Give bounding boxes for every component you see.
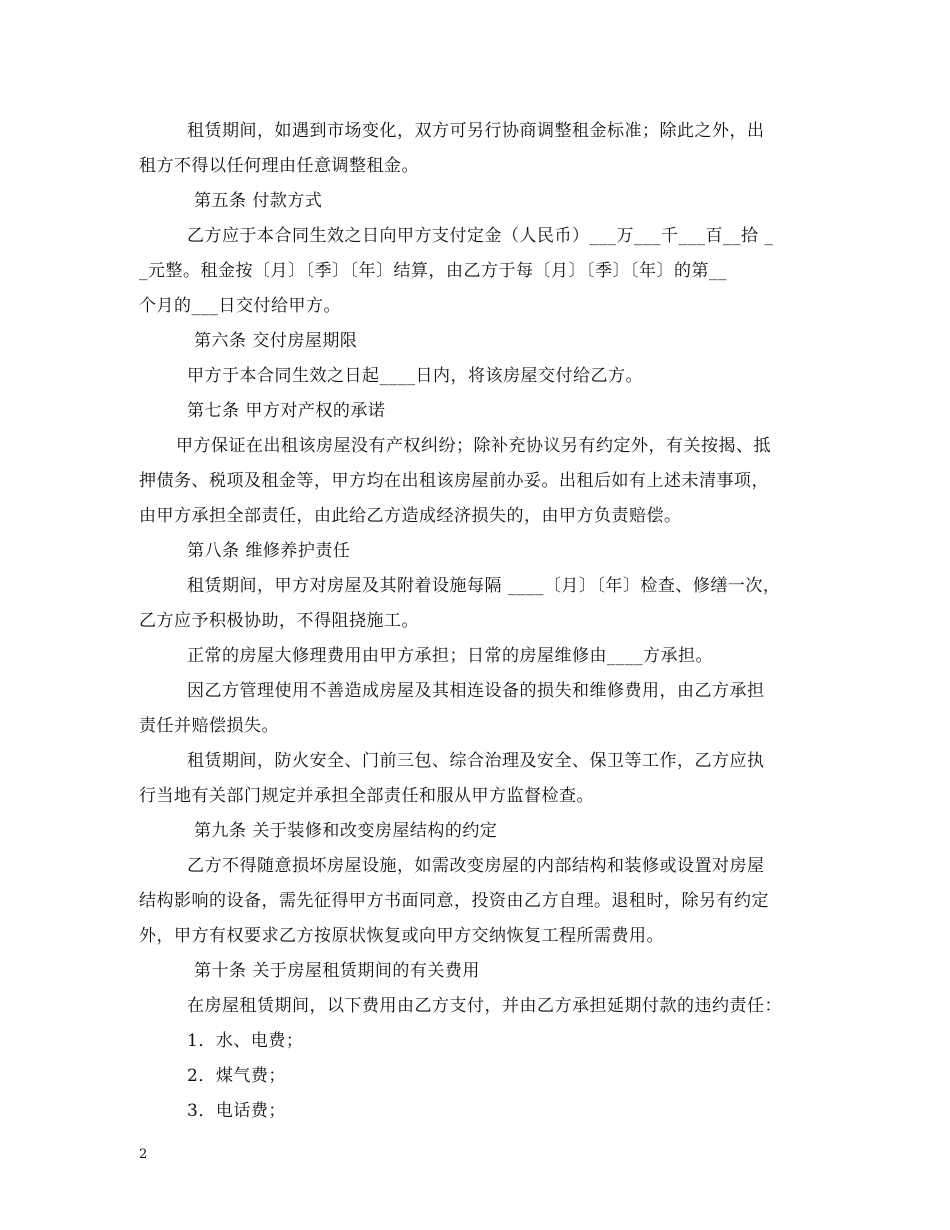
section-heading: 第六条 交付房屋期限 (194, 331, 358, 351)
paragraph-line: 结构影响的设备，需先征得甲方书面同意，投资由乙方自理。退租时，除另有约定 (139, 891, 769, 911)
paragraph-line: 租赁期间，防火安全、门前三包、综合治理及安全、保卫等工作，乙方应执 (187, 751, 765, 771)
paragraph-line: 责任并赔偿损失。 (139, 716, 279, 736)
paragraph-line: 行当地有关部门规定并承担全部责任和服从甲方监督检查。 (139, 786, 594, 806)
paragraph-line: _元整。租金按〔月〕〔季〕〔年〕结算，由乙方于每〔月〕〔季〕〔年〕的第__ (139, 261, 727, 281)
list-item: 3．电话费； (187, 1101, 286, 1121)
paragraph-line: 个月的___日交付给甲方。 (139, 296, 341, 316)
paragraph-line: 租赁期间，甲方对房屋及其附着设施每隔 ____〔月〕〔年〕检查、修缮一次， (187, 576, 781, 596)
section-heading: 第八条 维修养护责任 (187, 541, 351, 561)
paragraph-line: 租赁期间，如遇到市场变化，双方可另行协商调整租金标准；除此之外，出 (187, 121, 765, 141)
section-heading: 第五条 付款方式 (194, 191, 323, 211)
list-item: 2．煤气费； (187, 1066, 286, 1086)
paragraph-line: 外，甲方有权要求乙方按原状恢复或向甲方交纳恢复工程所需费用。 (139, 926, 664, 946)
paragraph-line: 正常的房屋大修理费用由甲方承担；日常的房屋维修由____方承担。 (187, 646, 713, 666)
section-heading: 第七条 甲方对产权的承诺 (187, 401, 386, 421)
paragraph-line: 押债务、税项及租金等，甲方均在出租该房屋前办妥。出租后如有上述未清事项， (139, 471, 769, 491)
paragraph-line: 由甲方承担全部责任，由此给乙方造成经济损失的，由甲方负责赔偿。 (139, 506, 682, 526)
paragraph-line: 乙方不得随意损坏房屋设施，如需改变房屋的内部结构和装修或设置对房屋 (187, 856, 765, 876)
paragraph-line: 因乙方管理使用不善造成房屋及其相连设备的损失和维修费用，由乙方承担 (187, 681, 765, 701)
section-heading: 第九条 关于装修和改变房屋结构的约定 (194, 821, 498, 841)
paragraph-line: 甲方保证在出租该房屋没有产权纠纷；除补充协议另有约定外，有关按揭、抵 (176, 436, 771, 456)
paragraph-line: 乙方应予积极协助，不得阻挠施工。 (139, 611, 419, 631)
page-number: 2 (139, 1147, 148, 1162)
paragraph-line: 甲方于本合同生效之日起____日内，将该房屋交付给乙方。 (187, 366, 643, 386)
paragraph-line: 乙方应于本合同生效之日向甲方支付定金（人民币）___万___千___百__拾 _ (187, 226, 774, 246)
list-item: 1．水、电费； (187, 1031, 304, 1051)
paragraph-line: 在房屋租赁期间，以下费用由乙方支付，并由乙方承担延期付款的违约责任： (187, 996, 782, 1016)
section-heading: 第十条 关于房屋租赁期间的有关费用 (194, 961, 480, 981)
paragraph-line: 租方不得以任何理由任意调整租金。 (139, 156, 419, 176)
